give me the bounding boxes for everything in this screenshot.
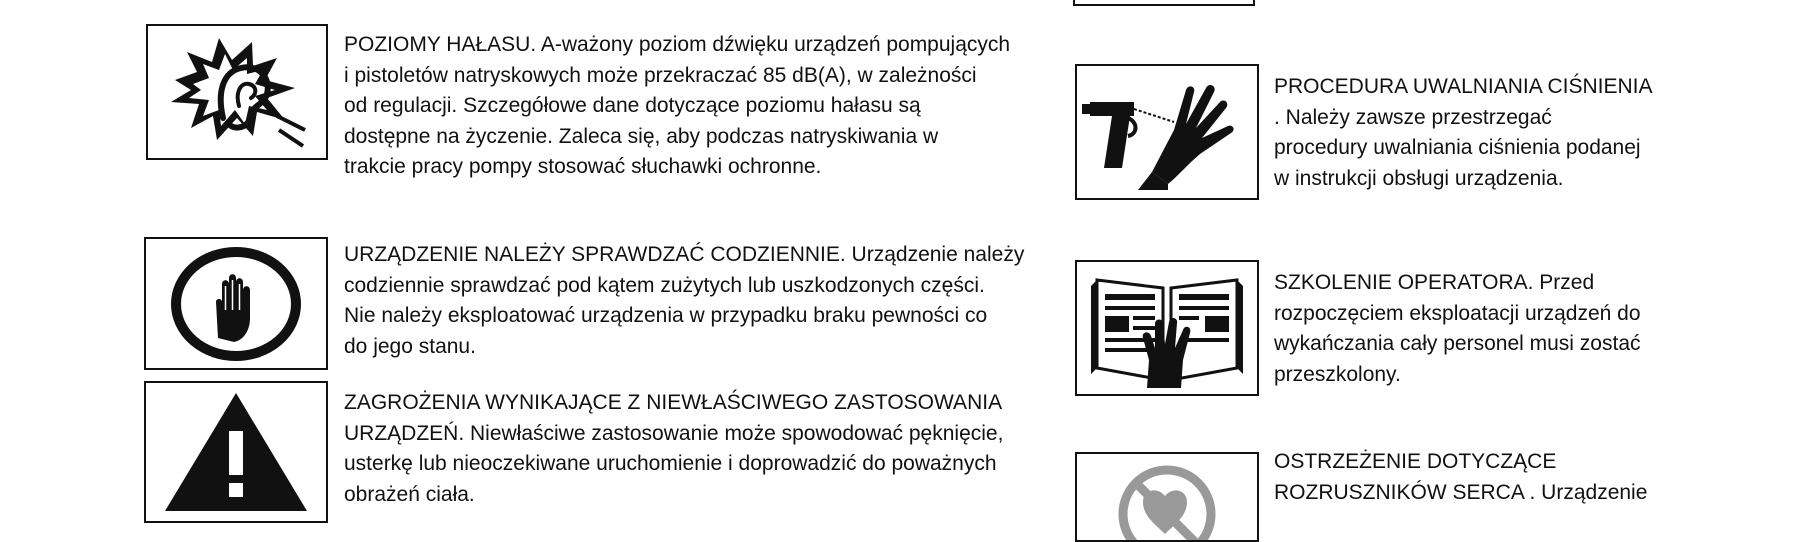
- warning-triangle-icon: [161, 387, 311, 517]
- manual-reading-icon: [1087, 268, 1247, 388]
- operator-training-line-1: SZKOLENIE OPERATORA. Przed: [1274, 271, 1595, 294]
- noise-line-5: trakcie pracy pompy stosować słuchawki ochronne.: [344, 155, 822, 178]
- noise-line-1: POZIOMY HAŁASU. A-ważony poziom dźwięku urządzeń pompujących: [344, 33, 1011, 56]
- noise-line-4: dostępne na życzenie. Zaleca się, aby podczas natryskiwania w: [344, 124, 939, 148]
- pacemaker-icon-box: [1075, 452, 1259, 542]
- misuse-line-3: usterkę lub nieoczekiwane uruchomienie i doprowadzić do poważnych: [344, 452, 997, 475]
- noise-ear-icon: [157, 32, 317, 152]
- operator-training-line-3: wykańczania cały personel musi zostać: [1274, 332, 1641, 355]
- previous-icon-box: [1073, 0, 1255, 6]
- check-daily-line-4: do jego stanu.: [344, 334, 476, 358]
- spray-gun-hand-icon: [1082, 72, 1252, 192]
- operator-training-icon-box: [1075, 260, 1259, 396]
- pressure-relief-line-2: . Należy zawsze przestrzegać: [1274, 105, 1552, 129]
- pressure-relief-line-1: PROCEDURA UWALNIANIA CIŚNIENIA: [1274, 75, 1653, 98]
- misuse-line-4: obrażeń ciała.: [344, 482, 475, 506]
- check-daily-line-2: codziennie sprawdzać pod kątem zużytych lub uszkodzonych części.: [344, 273, 985, 297]
- pressure-relief-text: [1274, 72, 1652, 194]
- pressure-relief-line-3: procedury uwalniania ciśnienia podanej: [1274, 136, 1641, 159]
- check-daily-icon-box: [144, 237, 328, 370]
- pressure-relief-icon-box: [1075, 64, 1259, 200]
- operator-training-line-2: rozpoczęciem eksploatacji urządzeń do: [1274, 301, 1641, 325]
- stop-hand-icon: [166, 244, 306, 364]
- noise-warning-text: [344, 30, 1010, 183]
- check-daily-line-3: Nie należy eksploatować urządzenia w przypadku braku pewności co: [344, 304, 988, 327]
- misuse-line-1: ZAGROŻENIA WYNIKAJĄCE Z NIEWŁAŚCIWEGO ZASTOSOWANIA: [344, 391, 1003, 414]
- check-daily-line-1: URZĄDZENIE NALEŻY SPRAWDZAĆ CODZIENNIE. Urządzenie należy: [344, 243, 1025, 266]
- misuse-text: [344, 388, 1003, 510]
- check-daily-text: [344, 240, 1024, 362]
- pacemaker-text: [1274, 447, 1647, 508]
- pacemaker-line-2: ROZRUSZNIKÓW SERCA . Urządzenie: [1274, 480, 1648, 504]
- misuse-icon-box: [144, 381, 328, 523]
- noise-icon-box: [146, 24, 328, 160]
- misuse-line-2: URZĄDZEŃ. Niewłaściwe zastosowanie może spowodować pęknięcie,: [344, 421, 1004, 445]
- no-pacemaker-icon: [1087, 462, 1247, 542]
- pressure-relief-line-4: w instrukcji obsługi urządzenia.: [1274, 166, 1564, 190]
- noise-line-3: od regulacji. Szczegółowe dane dotyczące poziomu hałasu są: [344, 94, 921, 117]
- pacemaker-line-1: OSTRZEŻENIE DOTYCZĄCE: [1274, 450, 1557, 473]
- operator-training-text: [1274, 268, 1641, 390]
- noise-line-2: i pistoletów natryskowych może przekraczać 85 dB(A), w zależności: [344, 63, 977, 87]
- operator-training-line-4: przeszkolony.: [1274, 362, 1401, 386]
